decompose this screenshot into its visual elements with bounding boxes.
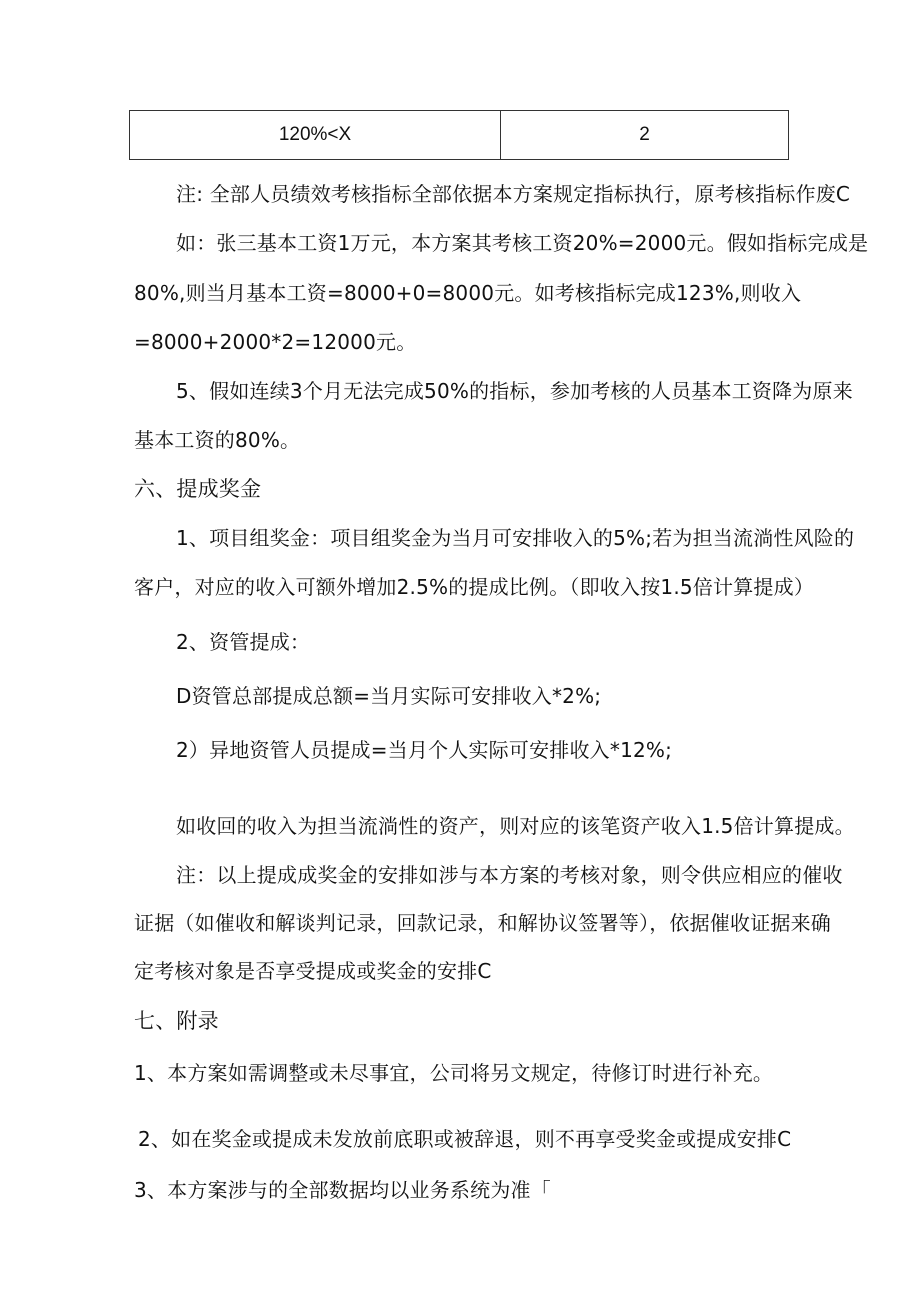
score-table [129,110,789,160]
note-2-line-2: 证据（如催收和解谈判记录，回款记录，和解协议签署等），依据催收证据来确 [134,911,831,935]
section-heading-7: 七、附录 [134,1009,219,1033]
example-line-2: 80%,则当月基本工资=8000+0=8000元。如考核指标完成123%,则收入 [134,281,802,305]
example-line-1: 如：张三基本工资1万元，本方案其考核工资20%=2000元。假如指标完成是 [176,231,869,255]
bonus-item-2-sub-1: D资管总部提成总额=当月实际可安排收入*2%; [176,684,602,708]
appendix-item-3: 3、本方案涉与的全部数据均以业务系统为准「 [134,1178,551,1202]
item-5-line-1: 5、假如连续3个月无法完成50%的指标，参加考核的人员基本工资降为原来 [176,379,853,403]
section-heading-6: 六、提成奖金 [134,477,262,501]
appendix-item-1: 1、本方案如需调整或未尽事宜，公司将另文规定，待修订时进行补充。 [134,1061,774,1085]
table-cell-score: 2 [639,124,650,145]
note-2-line-1: 注：以上提成成奖金的安排如涉与本方案的考核对象，则令供应相应的催收 [176,863,843,887]
item-5-line-2: 基本工资的80%。 [134,428,301,452]
bonus-item-1-line-1: 1、项目组奖金：项目组奖金为当月可安排收入的5%;若为担当流淌性风险的 [176,526,855,550]
example-line-3: =8000+2000*2=12000元。 [134,330,417,354]
note-line-1: 注: 全部人员绩效考核指标全部依据本方案规定指标执行，原考核指标作废C [176,182,851,206]
table-cell-range: 120%<X [130,111,501,159]
note-2-line-3: 定考核对象是否享受提成或奖金的安排C [134,959,492,983]
appendix-item-2: 2、如在奖金或提成未发放前底职或被辞退，则不再享受奖金或提成安排C [138,1127,792,1151]
bonus-item-2-sub-2: 2）异地资管人员提成=当月个人实际可安排收入*12%; [176,738,673,762]
bonus-item-1-line-2: 客户，对应的收入可额外增加2.5%的提成比例。（即收入按1.5倍计算提成） [134,575,815,599]
bonus-note-line: 如收回的收入为担当流淌性的资产，则对应的该笔资产收入1.5倍计算提成。 [176,814,855,838]
bonus-item-2: 2、资管提成： [176,630,311,654]
